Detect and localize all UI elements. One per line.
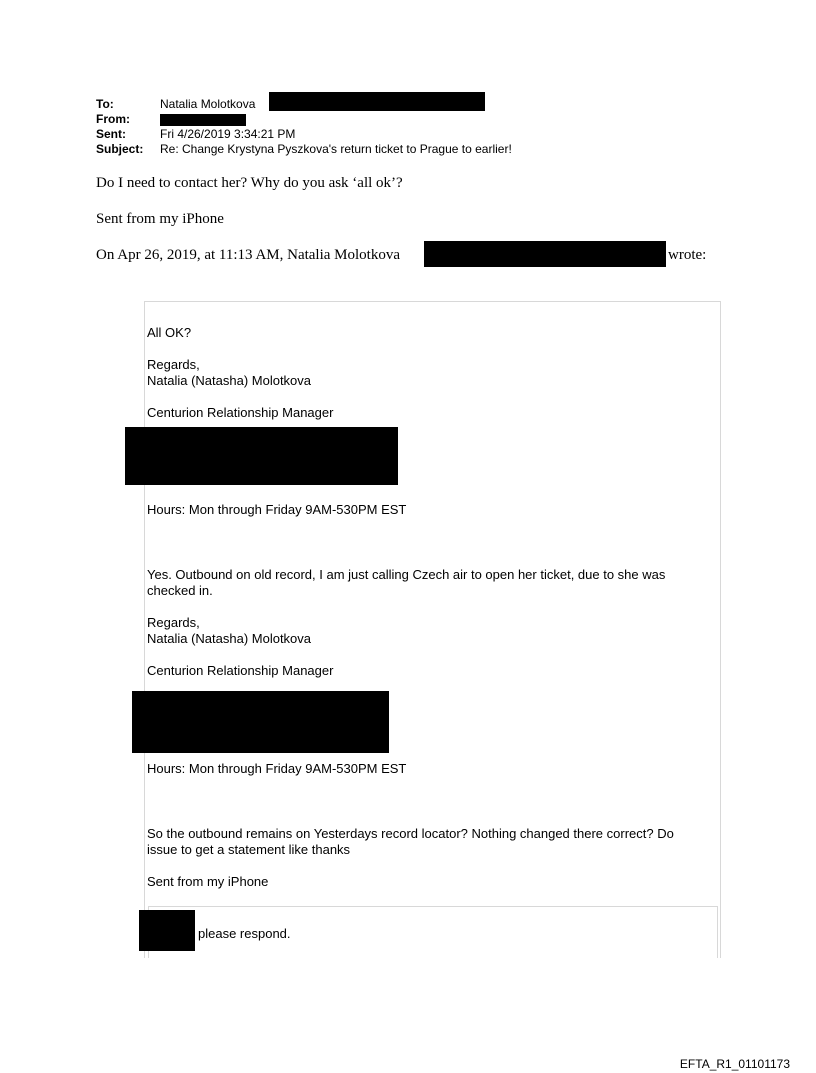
quoted-text: Sent from my iPhone: [147, 874, 269, 889]
subject-value: Re: Change Krystyna Pyszkova's return ticket to Prague to earlier!: [160, 142, 512, 156]
quoted-text: issue to get a statement like thanks: [147, 842, 351, 857]
quoted-text: checked in.: [147, 583, 213, 598]
quoted-text: Yes. Outbound on old record, I am just calling Czech air to open her ticket, due to she was: [147, 567, 666, 582]
quote-intro: On Apr 26, 2019, at 11:13 AM, Natalia Molotkova: [96, 247, 400, 263]
redaction-box: [125, 427, 398, 485]
redaction-box: [160, 114, 246, 126]
quoted-text: Regards,: [147, 615, 200, 630]
sent-label: Sent:: [96, 127, 126, 141]
to-value: Natalia Molotkova: [160, 97, 256, 111]
redaction-box: [132, 691, 389, 753]
quoted-text: Centurion Relationship Manager: [147, 663, 334, 678]
quoted-text: Natalia (Natasha) Molotkova: [147, 631, 312, 646]
quoted-text: please respond.: [198, 926, 291, 941]
sent-from-iphone: Sent from my iPhone: [96, 211, 224, 227]
from-label: From:: [96, 112, 130, 126]
quoted-text: So the outbound remains on Yesterdays record locator? Nothing changed there correct? Do: [147, 826, 674, 841]
redaction-box: [424, 241, 666, 267]
subject-label: Subject:: [96, 142, 144, 156]
redaction-box: [269, 92, 485, 111]
sent-value: Fri 4/26/2019 3:34:21 PM: [160, 127, 296, 141]
redaction-box: [139, 910, 195, 951]
page-cutoff: [0, 958, 816, 998]
body-text: Do I need to contact her? Why do you ask ‘all ok’?: [96, 175, 403, 191]
quoted-text: Hours: Mon through Friday 9AM-530PM EST: [147, 502, 407, 517]
quote-intro-suffix: wrote:: [668, 247, 707, 263]
document-id: EFTA_R1_01101173: [679, 1057, 790, 1071]
to-label: To:: [96, 97, 114, 111]
quoted-text: Hours: Mon through Friday 9AM-530PM EST: [147, 761, 407, 776]
quoted-text: Regards,: [147, 357, 200, 372]
quoted-text: Natalia (Natasha) Molotkova: [147, 373, 312, 388]
quoted-text: Centurion Relationship Manager: [147, 405, 334, 420]
quoted-text: All OK?: [147, 325, 192, 340]
